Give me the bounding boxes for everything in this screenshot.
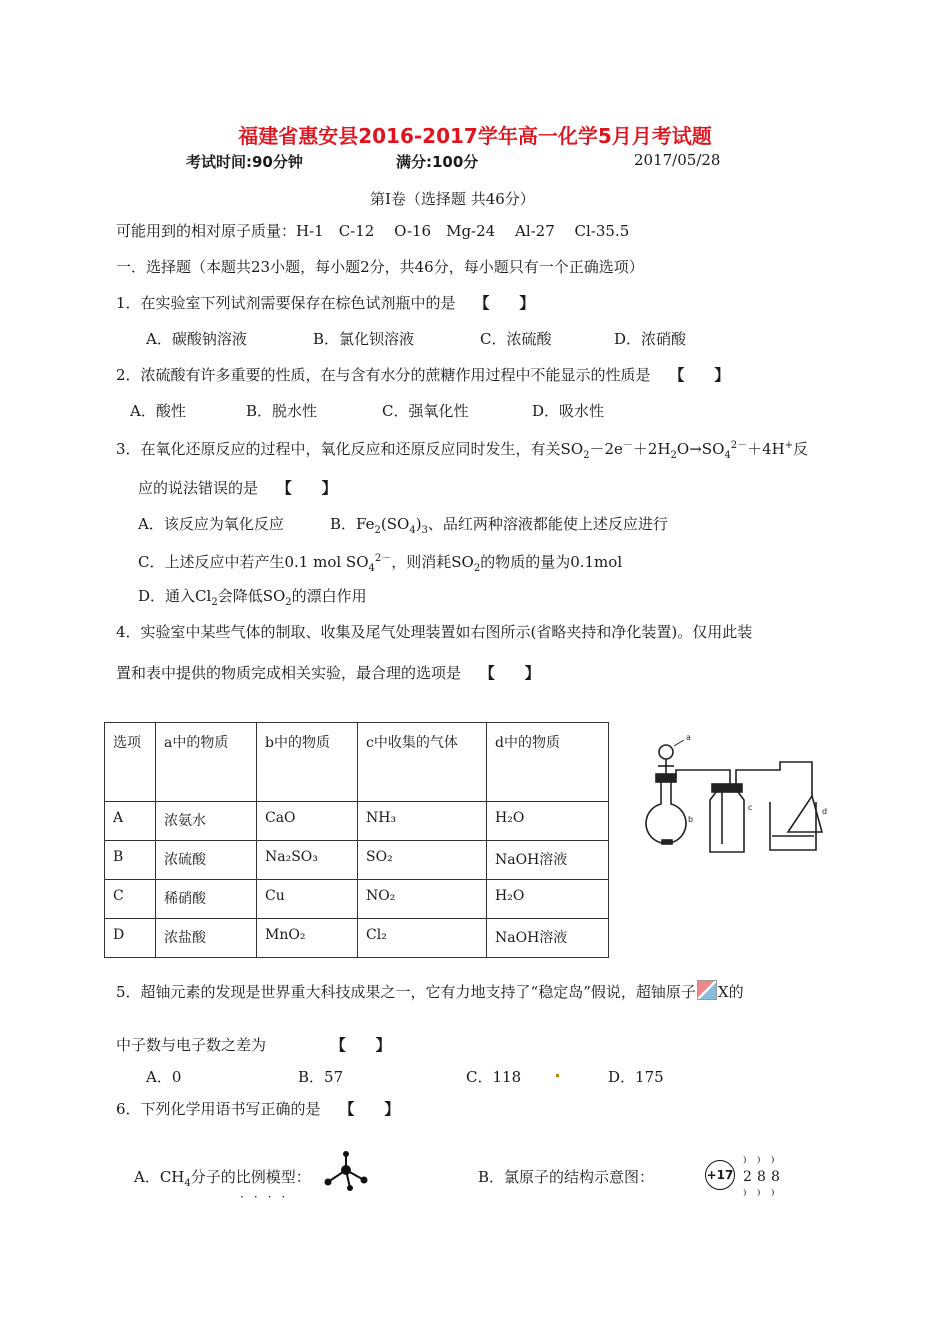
- q3-option-b[interactable]: B．$Fe_2(SO_4)_3$、品红两种溶液都能使上述反应进行: [330, 515, 668, 536]
- q5-option-c[interactable]: C．118: [466, 1068, 522, 1086]
- table-cell: Na₂SO₃: [257, 841, 358, 880]
- q5-element-x: X的: [717, 983, 744, 1001]
- q1-answer-bracket[interactable]: 【 】: [474, 294, 535, 312]
- table-header-row: [105, 723, 609, 802]
- q3-option-d-post: 的漂白作用: [291, 587, 367, 605]
- table-cell: MnO₂: [257, 919, 358, 958]
- svg-text:d: d: [822, 807, 828, 816]
- q5-stem-line1: [116, 980, 744, 1002]
- q3-option-c-post: 的物质的量为0.1mol: [480, 553, 623, 571]
- q3-stem: [116, 436, 808, 461]
- table-cell: NaOH溶液: [487, 919, 609, 958]
- table-header-cell: d中的物质: [487, 723, 609, 802]
- q6-option-b[interactable]: B．氯原子的结构示意图：: [478, 1168, 655, 1186]
- table-cell: NH₃: [358, 802, 487, 841]
- table-cell: SO₂: [358, 841, 487, 880]
- exam-title: 福建省惠安县2016-2017学年高一化学5月月考试题: [238, 124, 712, 148]
- part1-instructions: 一．选择题（本题共23小题，每小题2分，共46分，每小题只有一个正确选项）: [116, 258, 644, 276]
- q2-option-c[interactable]: C．强氧化性: [382, 402, 469, 420]
- q4-stem-line1: 4．实验室中某些气体的制取、收集及尾气处理装置如右图所示(省略夹持和净化装置)。仅用此装: [116, 623, 753, 641]
- q1-option-d[interactable]: D．浓硝酸: [614, 330, 687, 348]
- q3-option-b-prefix: B．Fe: [330, 515, 375, 533]
- table-row[interactable]: [105, 919, 609, 958]
- q3-stem-line2-text: 应的说法错误的是: [138, 479, 259, 497]
- table-cell: 浓氨水: [156, 802, 257, 841]
- q5-stem-line2: [116, 1034, 391, 1055]
- table-cell: A: [105, 802, 156, 841]
- table-cell: D: [105, 919, 156, 958]
- q1-stem: [116, 292, 534, 313]
- q3-option-c[interactable]: C．上述反应中若产生0.1 mol $SO_4^{2-}$，则消耗$SO_2$的物质的量为0.1mol: [138, 553, 623, 574]
- q4-options-table: [104, 722, 609, 958]
- q5-stem-text: 5．超铀元素的发现是世界重大科技成果之一，它有力地支持了“稳定岛”假说，超铀原子: [116, 983, 696, 1001]
- table-header-cell: 选项: [105, 723, 156, 802]
- q3-equation: $SO_2-2e^-+2H_2O\to SO_4^{2-}+4H^+$反: [560, 440, 809, 461]
- table-row[interactable]: [105, 880, 609, 919]
- svg-text:b: b: [688, 815, 694, 824]
- table-cell: C: [105, 880, 156, 919]
- table-cell: NO₂: [358, 880, 487, 919]
- q5-option-d[interactable]: D．175: [608, 1068, 664, 1086]
- electron-shell: ⁾ 8 ₎: [771, 1155, 780, 1199]
- section-heading: 第Ⅰ卷（选择题 共46分）: [370, 190, 535, 208]
- q6-option-a[interactable]: A．$CH_4$分子的比例模型：: [134, 1168, 311, 1189]
- q5-answer-bracket[interactable]: 【 】: [330, 1036, 391, 1054]
- table-cell: 浓硫酸: [156, 841, 257, 880]
- q3-option-d[interactable]: D．通入$Cl_2$会降低$SO_2$的漂白作用: [138, 587, 367, 608]
- nucleus-circle: +17: [705, 1160, 735, 1190]
- q3-answer-bracket[interactable]: 【 】: [276, 479, 337, 497]
- cl-atom-structure-diagram: [705, 1155, 795, 1199]
- q4-stem-line2: [116, 662, 540, 683]
- q6-option-a-rest: 分子的比例模型：: [190, 1168, 311, 1186]
- q3-option-c-pre: C．上述反应中若产生0.1 mol SO: [138, 553, 369, 571]
- q5-option-b[interactable]: B．57: [298, 1068, 344, 1086]
- table-cell: CaO: [257, 802, 358, 841]
- table-row[interactable]: [105, 802, 609, 841]
- q6-stem-text: 6．下列化学用语书写正确的是: [116, 1100, 321, 1118]
- atomic-mass-line: 可能用到的相对原子质量：H-1 C-12 O-16 Mg-24 Al-27 Cl-35.5: [116, 222, 630, 240]
- q5-option-a[interactable]: A．0: [146, 1068, 182, 1086]
- q2-answer-bracket[interactable]: 【 】: [669, 366, 730, 384]
- exam-date: 2017/05/28: [634, 151, 721, 169]
- broken-image-icon: [697, 980, 717, 1000]
- exam-score: 满分:100分: [396, 153, 479, 171]
- q4-stem-line2-text: 置和表中提供的物质完成相关实验，最合理的选项是: [116, 664, 462, 682]
- q2-option-b[interactable]: B．脱水性: [246, 402, 318, 420]
- q3-option-c-mid: ，则消耗SO: [391, 553, 474, 571]
- q3-option-a[interactable]: A．该反应为氧化反应: [138, 515, 284, 533]
- svg-text:a: a: [686, 733, 691, 742]
- q1-option-c[interactable]: C．浓硫酸: [480, 330, 552, 348]
- table-cell: H₂O: [487, 802, 609, 841]
- q1-option-a[interactable]: A．碳酸钠溶液: [146, 330, 247, 348]
- q4-answer-bracket[interactable]: 【 】: [479, 664, 540, 682]
- stray-dot: [556, 1074, 559, 1077]
- table-cell: B: [105, 841, 156, 880]
- q6-option-a-prefix: A．CH: [134, 1168, 185, 1186]
- electron-shell: ⁾ 8 ₎: [757, 1155, 766, 1199]
- table-header-cell: c中收集的气体: [358, 723, 487, 802]
- q2-stem: [116, 364, 729, 385]
- q3-option-d-mid: 会降低SO: [217, 587, 286, 605]
- emphasis-dots: ····: [240, 1190, 296, 1204]
- exam-time: 考试时间:90分钟: [186, 153, 303, 171]
- table-row[interactable]: [105, 841, 609, 880]
- q1-option-b[interactable]: B．氯化钡溶液: [313, 330, 415, 348]
- table-cell: Cu: [257, 880, 358, 919]
- q6-answer-bracket[interactable]: 【 】: [339, 1100, 400, 1118]
- svg-text:c: c: [748, 803, 753, 812]
- q6-stem: [116, 1098, 399, 1119]
- table-cell: 稀硝酸: [156, 880, 257, 919]
- q3-option-d-pre: D．通入Cl: [138, 587, 212, 605]
- table-header-cell: a中的物质: [156, 723, 257, 802]
- table-header-cell: b中的物质: [257, 723, 358, 802]
- q3-option-b-rest: 、品红两种溶液都能使上述反应进行: [427, 515, 668, 533]
- q5-stem-line2-text: 中子数与电子数之差为: [116, 1036, 267, 1054]
- table-cell: H₂O: [487, 880, 609, 919]
- table-cell: 浓盐酸: [156, 919, 257, 958]
- q2-stem-text: 2．浓硫酸有许多重要的性质，在与含有水分的蔗糖作用过程中不能显示的性质是: [116, 366, 651, 384]
- table-cell: Cl₂: [358, 919, 487, 958]
- ch4-ball-model-icon: [320, 1150, 370, 1192]
- q1-stem-text: 1．在实验室下列试剂需要保存在棕色试剂瓶中的是: [116, 294, 456, 312]
- q2-option-a[interactable]: A．酸性: [130, 402, 186, 420]
- q3-stem-line2: [138, 477, 337, 498]
- q3-stem-text: 3．在氧化还原反应的过程中，氧化反应和还原反应同时发生，有关: [116, 440, 561, 458]
- electron-shell: ⁾ 2 ₎: [743, 1155, 752, 1199]
- gas-apparatus-diagram: [640, 732, 830, 862]
- table-cell: NaOH溶液: [487, 841, 609, 880]
- q2-option-d[interactable]: D．吸水性: [532, 402, 605, 420]
